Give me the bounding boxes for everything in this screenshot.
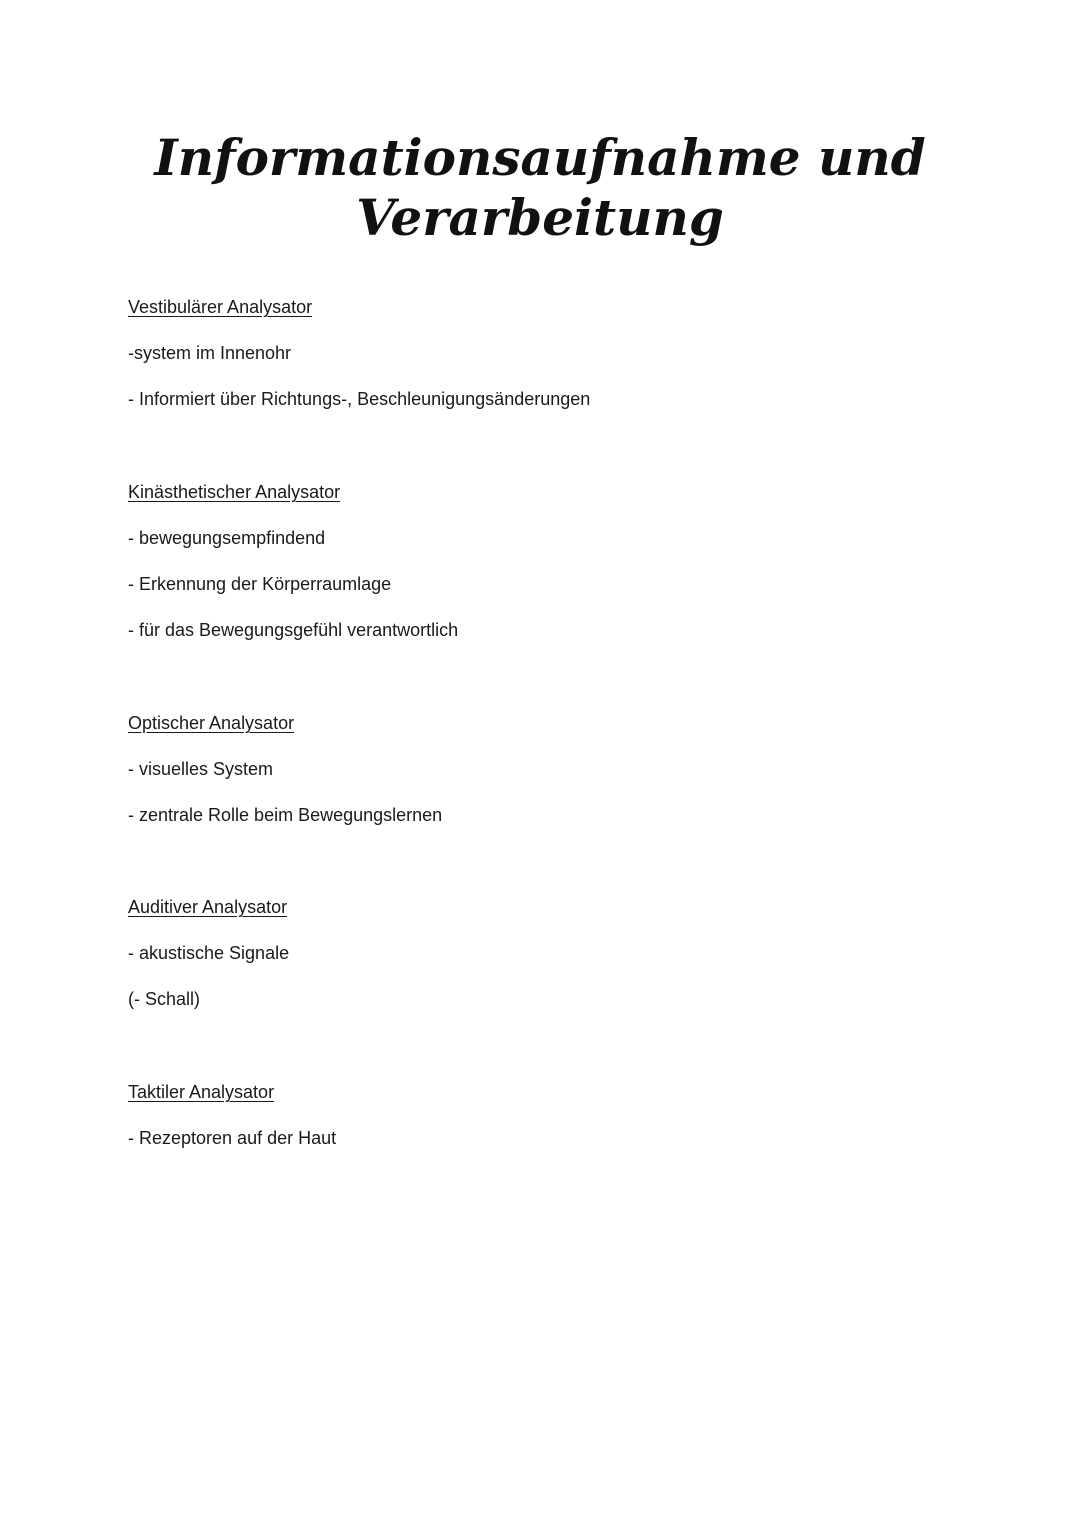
section-heading: Kinästhetischer Analysator xyxy=(128,482,341,502)
section-tactile xyxy=(128,1081,948,1149)
section-kinesthetic xyxy=(128,481,948,641)
list-item: - für das Bewegungsgefühl verantwortlich xyxy=(128,620,459,640)
list-item: - akustische Signale xyxy=(128,943,290,963)
list-item: - Rezeptoren auf der Haut xyxy=(128,1128,337,1148)
section-auditory xyxy=(128,896,948,1010)
section-vestibular xyxy=(128,296,948,410)
list-item: - Erkennung der Körperraumlage xyxy=(128,574,392,594)
page-title xyxy=(0,128,1080,248)
page-title-line-2: Verarbeitung xyxy=(356,188,724,247)
list-item: - visuelles System xyxy=(128,759,274,779)
list-item: - bewegungsempfindend xyxy=(128,528,326,548)
list-item: (- Schall) xyxy=(128,989,201,1009)
list-item: - Informiert über Richtungs-, Beschleunigungsänderungen xyxy=(128,389,591,409)
list-item: - zentrale Rolle beim Bewegungslernen xyxy=(128,805,443,825)
section-heading: Optischer Analysator xyxy=(128,713,295,733)
section-optical xyxy=(128,712,948,826)
section-heading: Auditiver Analysator xyxy=(128,897,288,917)
section-heading: Vestibulärer Analysator xyxy=(128,297,313,317)
list-item: -system im Innenohr xyxy=(128,343,292,363)
section-heading: Taktiler Analysator xyxy=(128,1082,275,1102)
page-title-line-1: Informationsaufnahme und xyxy=(154,128,926,187)
